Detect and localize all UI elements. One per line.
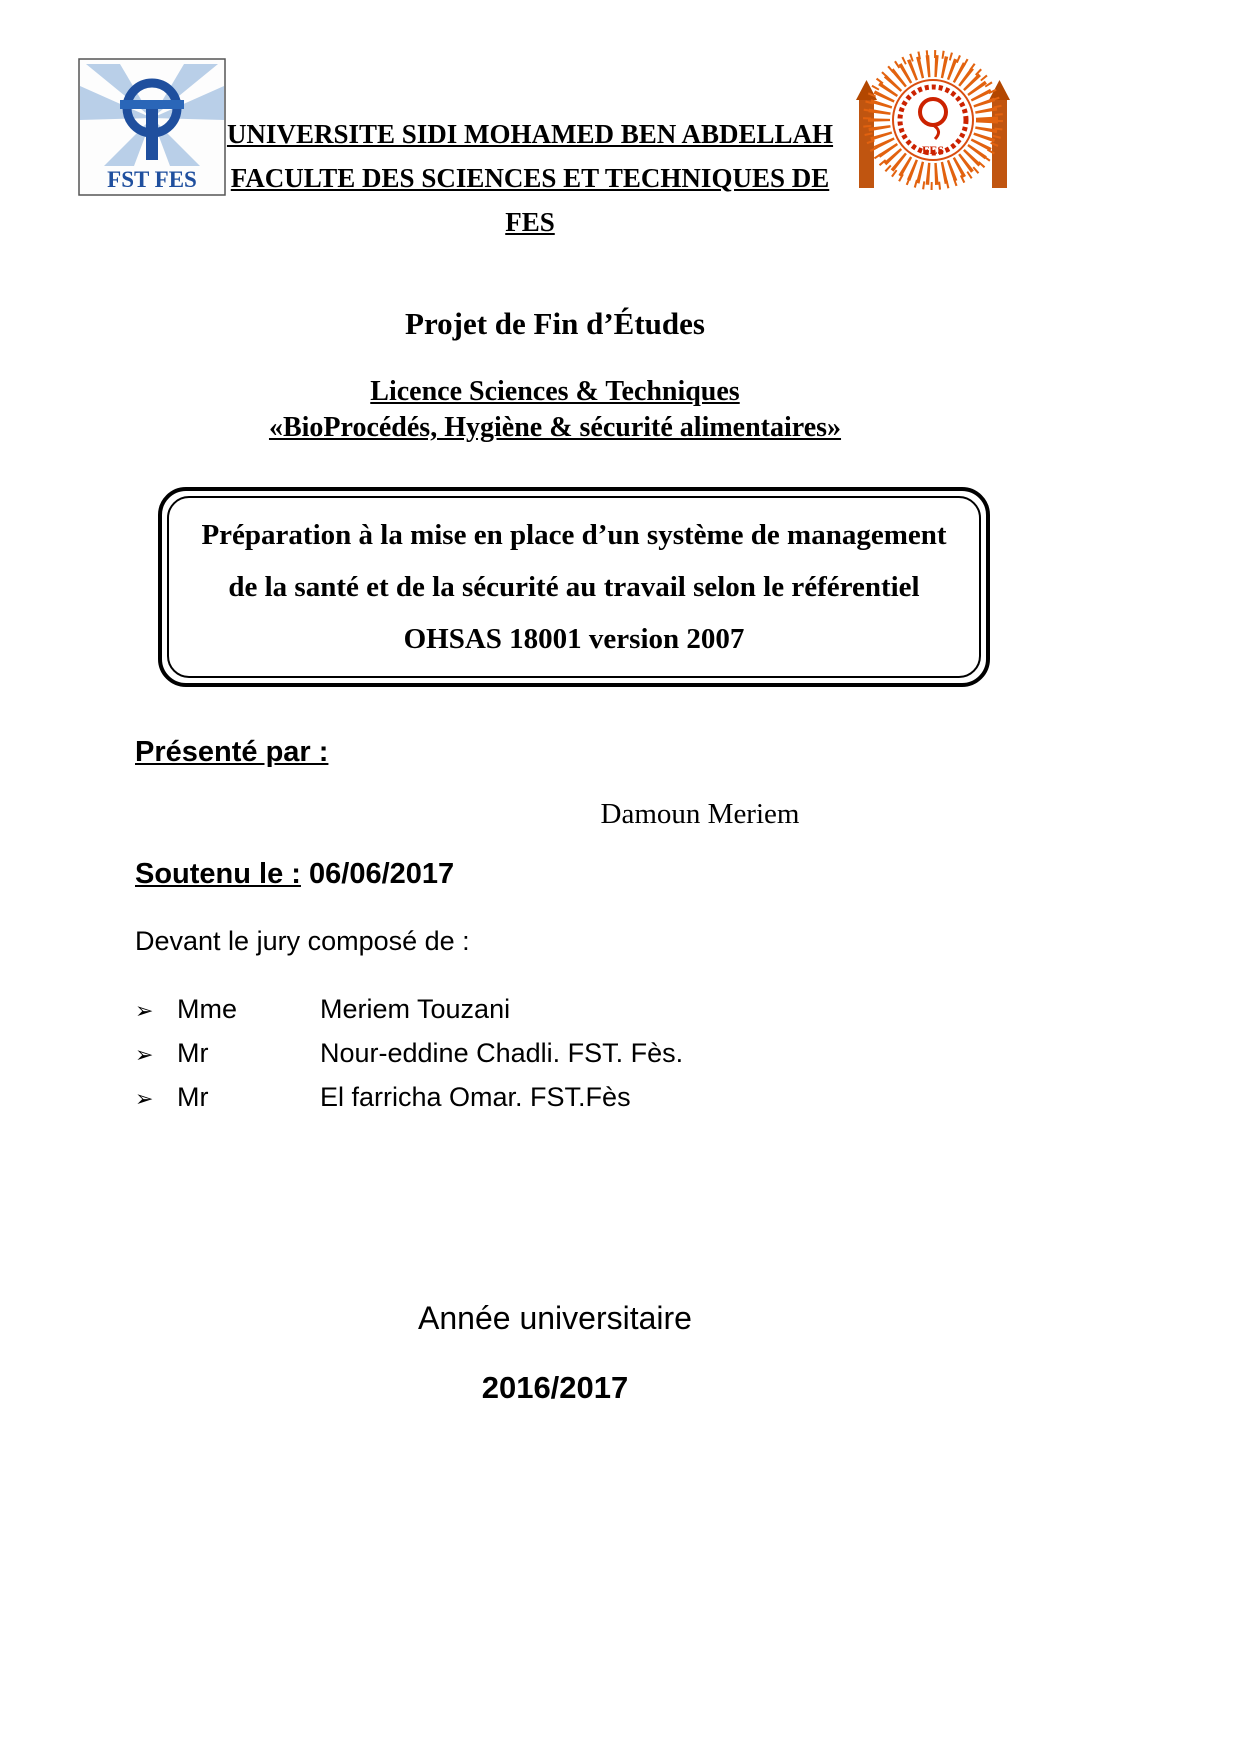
fst-fes-logo (78, 58, 226, 201)
subject-line1: Préparation à la mise en place d’un système de management (201, 519, 947, 551)
presented-by-name: Damoun Meriem (600, 798, 800, 830)
presented-by-label: Présenté par : (135, 736, 329, 768)
subject-box (158, 487, 990, 687)
university-header (218, 112, 842, 244)
defense-date-line (135, 858, 454, 891)
jury-member-title: Mr (177, 1082, 209, 1112)
jury-member-title: Mme (177, 994, 237, 1024)
jury-member-name: El farricha Omar. FST.Fès (320, 1082, 631, 1112)
jury-intro: Devant le jury composé de : (135, 926, 470, 956)
university-name-line1: UNIVERSITE SIDI MOHAMED BEN ABDELLAH (226, 119, 834, 149)
jury-row (135, 994, 683, 1038)
fst-fes-logo-label: FST FES (107, 167, 197, 192)
subject-box-inner (167, 496, 981, 678)
jury-member-name: Nour-eddine Chadli. FST. Fès. (320, 1038, 684, 1068)
university-seal-label: FES (921, 143, 945, 157)
subject-line3: OHSAS 18001 version 2007 (403, 623, 745, 655)
university-seal-image (843, 50, 1023, 208)
defense-date-value: 06/06/2017 (309, 858, 455, 890)
university-seal-logo (843, 50, 1023, 213)
degree-line1: Licence Sciences & Techniques (370, 376, 740, 407)
university-name-line3: FES (505, 207, 555, 237)
defense-date-label: Soutenu le : (135, 858, 301, 890)
arrow-bullet-icon: ➢ (135, 1086, 154, 1111)
jury-member-name: Meriem Touzani (320, 994, 511, 1024)
academic-year-label: Année universitaire (418, 1300, 692, 1336)
jury-row (135, 1038, 683, 1082)
arrow-bullet-icon: ➢ (135, 998, 154, 1023)
jury-member-title: Mr (177, 1038, 209, 1068)
project-title: Projet de Fin d’Études (405, 306, 705, 341)
fst-fes-logo-image (78, 58, 226, 196)
jury-row (135, 1082, 683, 1126)
arrow-bullet-icon: ➢ (135, 1042, 154, 1067)
jury-list (135, 994, 683, 1126)
university-name-line2: FACULTE DES SCIENCES ET TECHNIQUES DE (230, 163, 830, 193)
degree-line2: «BioProcédés, Hygiène & sécurité alimentaires» (268, 412, 842, 443)
subject-line2: de la santé et de la sécurité au travail selon le référentiel (228, 571, 920, 603)
academic-year-value: 2016/2017 (481, 1370, 629, 1405)
